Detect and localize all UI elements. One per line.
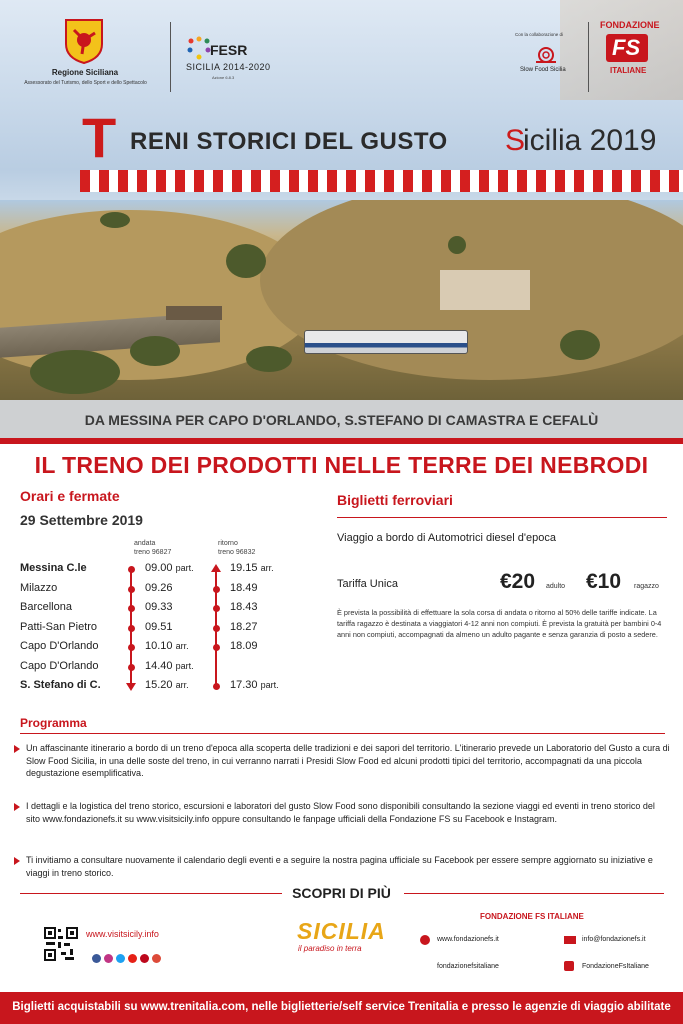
programma-item: Ti invitiamo a consultare nuovamente il calendario degli eventi e a seguire la nostra pagina ufficiale su Facebook per essere sempre aggiornato su iniziative e viaggi in treno storico. [26, 855, 653, 878]
facebook-handle[interactable]: FondazioneFsItaliane [582, 963, 649, 970]
andata-time-value: 09.33 [145, 601, 173, 613]
ticket-notes: È prevista la possibilità di effettuare la sola corsa di andata o ritorno al 50% delle tariffe indicate. La tariffa ragazzo è destinata a viaggiatori 4-12 anni non compiuti. È prevista la gratuità per bambini 0-4 anni non compiuti, accompagnati da almeno un adulto pagante e senza garanzia di posto a sedere. [337, 608, 662, 639]
andata-time [145, 582, 173, 594]
fesr-subtitle: SICILIA 2014-2020 [186, 62, 271, 72]
andata-time-value: 14.40 [145, 659, 173, 672]
ritorno-time-value: 18.09 [230, 640, 258, 652]
slowfood-snail-icon [534, 44, 558, 64]
slowfood-label: Slow Food Sicilia [520, 67, 566, 73]
andata-time-value: 09.00 [145, 562, 173, 574]
scopri-line-right [404, 893, 664, 894]
stop-dot [128, 664, 135, 671]
sicilia-tagline: il paradiso in terra [298, 944, 362, 953]
landscape-photo [0, 200, 683, 400]
bullet-icon [14, 745, 20, 753]
station-name: Messina C.le [20, 562, 87, 574]
andata-time-suffix: part. [175, 563, 194, 573]
email-icon [564, 936, 576, 944]
bullet-icon [14, 803, 20, 811]
facebook-icon[interactable] [92, 954, 101, 963]
child-label: ragazzo [634, 583, 659, 590]
ritorno-time-value: 18.27 [230, 620, 258, 633]
andata-time-suffix: arr. [175, 680, 189, 690]
regione-siciliana-crest-icon [64, 18, 104, 64]
fesr-axis: Azione 6.8.3 [212, 75, 235, 80]
header-divider [588, 22, 589, 92]
header-divider [170, 22, 171, 92]
ritorno-time [230, 621, 258, 633]
ritorno-time [230, 679, 279, 691]
andata-time-value: 15.20 [145, 679, 173, 691]
stop-dot [213, 605, 220, 612]
andata-time-suffix: part. [175, 660, 194, 671]
andata-time [145, 601, 173, 613]
fesr-title: FESR [210, 42, 248, 58]
station-name: Milazzo [20, 581, 58, 594]
web-link[interactable]: www.fondazionefs.it [437, 936, 499, 943]
twitter-icon[interactable] [116, 954, 125, 963]
email-link[interactable]: info@fondazionefs.it [582, 936, 646, 943]
ritorno-time-value: 18.43 [230, 601, 258, 613]
stop-dot [128, 586, 135, 593]
title-sicilia-initial: S [505, 124, 526, 157]
fare-label: Tariffa Unica [337, 578, 398, 590]
instagram-handle[interactable]: fondazionefsitaliane [437, 963, 499, 970]
fondazione-top: FONDAZIONE [600, 20, 660, 30]
stop-dot [213, 683, 220, 690]
region-name: Regione Siciliana [51, 68, 119, 77]
ritorno-time-value: 17.30 [230, 679, 258, 691]
station-name: Patti-San Pietro [20, 620, 98, 633]
child-price: €10 [586, 570, 622, 593]
facebook-icon [564, 961, 574, 971]
tickets-title: Biglietti ferroviari [337, 492, 453, 508]
stop-dot [128, 566, 135, 573]
schedule-date: 29 Settembre 2019 [20, 512, 143, 528]
station-name: S. Stefano di C. [20, 679, 101, 691]
ritorno-train: treno 96832 [218, 549, 256, 556]
fs-contacts-title: FONDAZIONE FS ITALIANE [480, 912, 584, 921]
fondazione-bottom: ITALIANE [610, 66, 647, 75]
ritorno-time-value: 18.49 [230, 581, 258, 594]
rail-stripe [80, 170, 683, 192]
ritorno-time-suffix: part. [260, 680, 279, 690]
footer-text: Biglietti acquistabili su www.trenitalia.com, nelle biglietterie/self service Trenitalia e presso le agenzie di viaggio abilitate [12, 1001, 671, 1013]
fs-logo-text: FS [612, 35, 641, 60]
region-dept: Assessorato del Turismo, dello Sport e dello Spettacolo [24, 80, 147, 86]
station-name: Capo D'Orlando [20, 659, 99, 672]
andata-time-value: 09.51 [145, 620, 173, 633]
title-text: RENI STORICI DEL GUSTO [130, 128, 448, 155]
programma-title: Programma [20, 716, 87, 730]
collab-label: Con la collaborazione di [515, 32, 564, 37]
tickets-divider [337, 517, 667, 518]
bullet-icon [14, 857, 20, 865]
andata-train: treno 96827 [134, 549, 172, 556]
ritorno-time-suffix: arr. [260, 563, 274, 573]
main-heading: IL TRENO DEI PRODOTTI NELLE TERRE DEI NEBRODI [34, 452, 649, 478]
stop-dot [128, 605, 135, 612]
andata-time-suffix: arr. [175, 641, 189, 651]
sicilia-logo: SICILIA [297, 918, 386, 944]
social-icons-row [92, 950, 164, 968]
schedule-title: Orari e fermate [20, 488, 120, 504]
title-first-letter: T [82, 106, 117, 169]
andata-time [145, 640, 189, 652]
ritorno-time [230, 640, 258, 652]
youtube-icon[interactable] [128, 954, 137, 963]
adult-price: €20 [500, 570, 536, 593]
arrow-up-icon [211, 564, 221, 572]
web-icon [420, 935, 430, 945]
stop-dot [128, 644, 135, 651]
stop-dot [213, 625, 220, 632]
programma-item: Un affascinante itinerario a bordo di un treno d'epoca alla scoperta delle tradizioni e dei sapori del territorio. L'itinerario prevede un Laboratorio del Gusto a cura di Slow Food Sicilia, in una delle soste del treno, in cui verranno narrati i Presidi Slow Food ed alcuni prodotti tipici del territorio, accompagnati da una piccola degustazione esemplificativa. [26, 743, 670, 778]
travel-description: Viaggio a bordo di Automotrici diesel d'epoca [337, 532, 556, 544]
andata-time [145, 679, 189, 691]
route-subtitle: DA MESSINA PER CAPO D'ORLANDO, S.STEFANO DI CAMASTRA E CEFALÙ [84, 412, 599, 428]
pinterest-icon[interactable] [140, 954, 149, 963]
title-sicilia-year: icilia 2019 [523, 124, 657, 157]
station-name: Barcellona [20, 601, 72, 613]
fesr-stars-icon [186, 36, 212, 60]
googleplus-icon[interactable] [152, 954, 161, 963]
programma-divider [20, 733, 665, 734]
ritorno-time-value: 19.15 [230, 562, 258, 574]
adult-label: adulto [546, 583, 566, 590]
andata-time-value: 10.10 [145, 640, 173, 652]
stop-dot [213, 586, 220, 593]
stop-dot [213, 644, 220, 651]
stop-dot [128, 625, 135, 632]
ritorno-time [230, 562, 274, 574]
programma-item: I dettagli e la logistica del treno storico, escursioni e laboratori del gusto Slow Food sono disponibili consultando la sezione viaggi ed eventi in treno storico del sito www.fondazionefs.it su www.visitsicily.info oppure consultando le fanpage ufficiali della Fondazione FS su Facebook e Instagram. [26, 801, 655, 824]
station-name: Capo D'Orlando [20, 640, 99, 652]
andata-time [145, 660, 194, 672]
andata-label: andata [134, 540, 156, 547]
instagram-icon[interactable] [104, 954, 113, 963]
andata-time [145, 562, 194, 574]
andata-time-value: 09.26 [145, 581, 173, 594]
andata-time [145, 621, 173, 633]
ritorno-time [230, 601, 258, 613]
ritorno-time [230, 582, 258, 594]
ritorno-label: ritorno [218, 540, 238, 547]
visitsicily-link[interactable]: www.visitsicily.info [86, 929, 159, 939]
arrow-down-icon [126, 683, 136, 691]
qr-code-icon [44, 927, 78, 961]
scopri-title: SCOPRI DI PIÙ [292, 885, 391, 901]
